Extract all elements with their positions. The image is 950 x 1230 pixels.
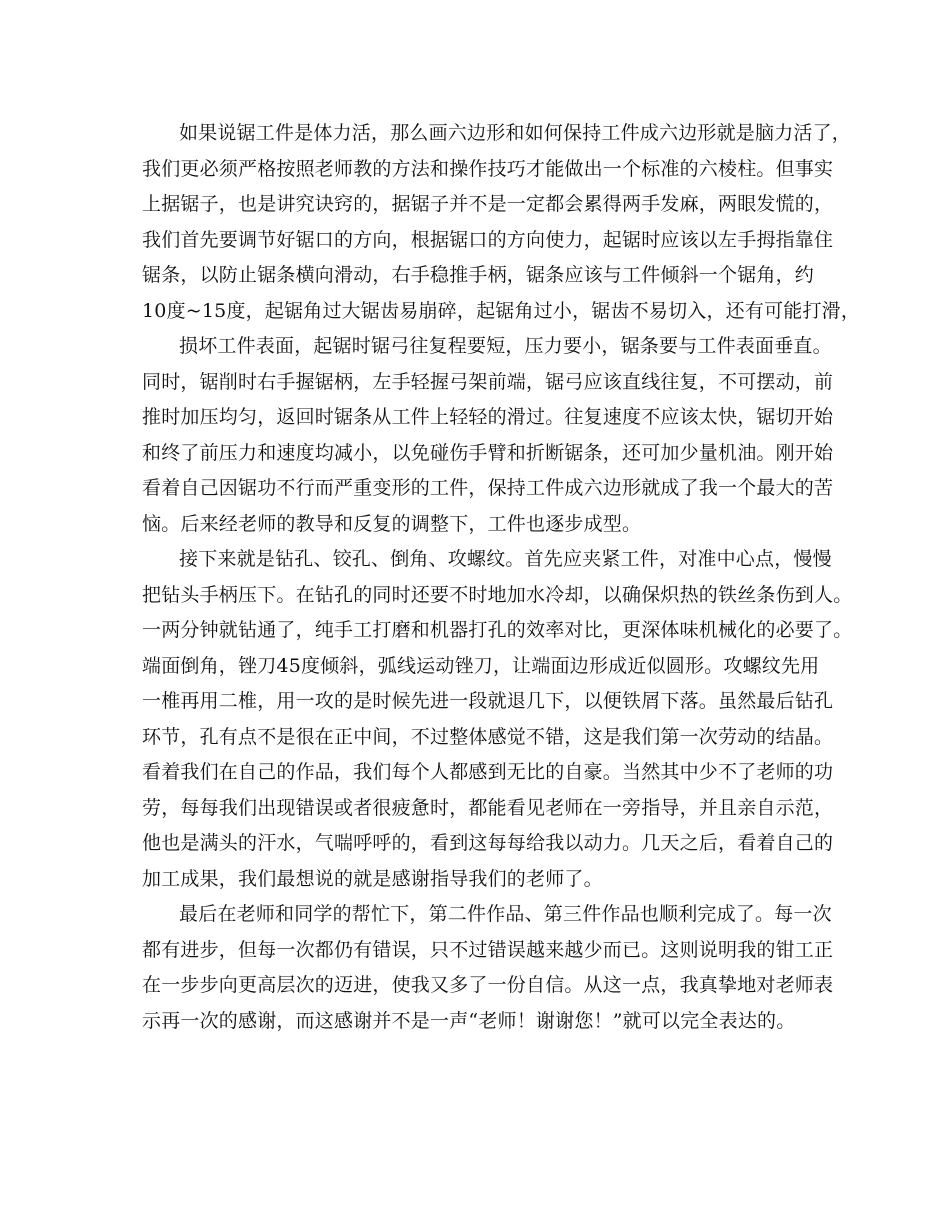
paragraph-1-line-4: 我们首先要调节好锯口的方向，根据锯口的方向使力，起锯时应该以左手拇指靠住	[142, 229, 834, 251]
paragraph-3-line-6: 环节，孔有点不是很在正中间，不过整体感觉不错，这是我们第一次劳动的结晶。	[142, 726, 834, 748]
paragraph-3-line-2: 把钻头手柄压下。在钻孔的同时还要不时地加水冷却，以确保炽热的铁丝条伤到人。	[142, 584, 853, 606]
paragraph-2-line-2: 同时，锯削时右手握锯柄，左手轻握弓架前端，锯弓应该直线往复，不可摆动，前	[142, 371, 834, 393]
paragraph-3-line-8: 劳，每每我们出现错误或者很疲惫时，都能看见老师在一旁指导，并且亲自示范，	[142, 797, 834, 819]
paragraph-3-line-7: 看着我们在自己的作品，我们每个人都感到无比的自豪。当然其中少不了老师的功	[142, 761, 834, 783]
paragraph-4-line-1: 最后在老师和同学的帮忙下，第二件作品、第三件作品也顺利完成了。每一次	[179, 903, 832, 925]
paragraph-1-line-6: 10度~15度，起锯角过大锯齿易崩碎，起锯角过小，锯齿不易切入，还有可能打滑，	[142, 300, 861, 322]
paragraph-2-line-1: 损坏工件表面，起锯时锯弓往复程要短，压力要小，锯条要与工件表面垂直。	[179, 335, 832, 357]
paragraph-1-line-2: 我们更必须严格按照老师教的方法和操作技巧才能做出一个标准的六棱柱。但事实	[142, 158, 834, 180]
paragraph-4-line-2: 都有进步，但每一次都仍有错误，只不过错误越来越少而已。这则说明我的钳工正	[142, 939, 834, 961]
paragraph-2-line-4: 和终了前压力和速度均减小，以免碰伤手臂和折断锯条，还可加少量机油。刚开始	[142, 442, 834, 464]
paragraph-3-line-4: 端面倒角，锉刀45度倾斜，弧线运动锉刀，让端面边形成近似圆形。攻螺纹先用	[142, 655, 820, 677]
paragraph-4-line-4: 示再一次的感谢，而这感谢并不是一声“老师！谢谢您！”就可以完全表达的。	[142, 1010, 796, 1032]
paragraph-3-line-1: 接下来就是钻孔、铰孔、倒角、攻螺纹。首先应夹紧工件，对准中心点，慢慢	[179, 548, 832, 570]
paragraph-3-line-3: 一两分钟就钻通了，纯手工打磨和机器打孔的效率对比，更深体味机械化的必要了。	[142, 619, 853, 641]
paragraph-1-line-1: 如果说锯工件是体力活，那么画六边形和如何保持工件成六边形就是脑力活了，	[179, 122, 852, 144]
paragraph-2-line-3: 推时加压均匀，返回时锯条从工件上轻轻的滑过。往复速度不应该太快，锯切开始	[142, 406, 834, 428]
paragraph-4-line-3: 在一步步向更高层次的迈进，使我又多了一份自信。从这一点，我真挚地对老师表	[142, 974, 834, 996]
paragraph-2-line-6: 恼。后来经老师的教导和反复的调整下，工件也逐步成型。	[142, 513, 642, 535]
paragraph-1-line-5: 锯条，以防止锯条横向滑动，右手稳推手柄，锯条应该与工件倾斜一个锯角，约	[142, 264, 815, 286]
paragraph-2-line-5: 看着自己因锯功不行而严重变形的工件，保持工件成六边形就成了我一个最大的苦	[142, 477, 834, 499]
paragraph-3-line-10: 加工成果，我们最想说的就是感谢指导我们的老师了。	[142, 868, 603, 890]
paragraph-3-line-9: 他也是满头的汗水，气喘呼呼的，看到这每每给我以动力。几天之后，看着自己的	[142, 832, 834, 854]
paragraph-1-line-3: 上据锯子，也是讲究诀窍的，据锯子并不是一定都会累得两手发麻，两眼发慌的，	[142, 193, 834, 215]
paragraph-3-line-5: 一椎再用二椎，用一攻的是时候先进一段就退几下，以便铁屑下落。虽然最后钻孔	[142, 690, 834, 712]
